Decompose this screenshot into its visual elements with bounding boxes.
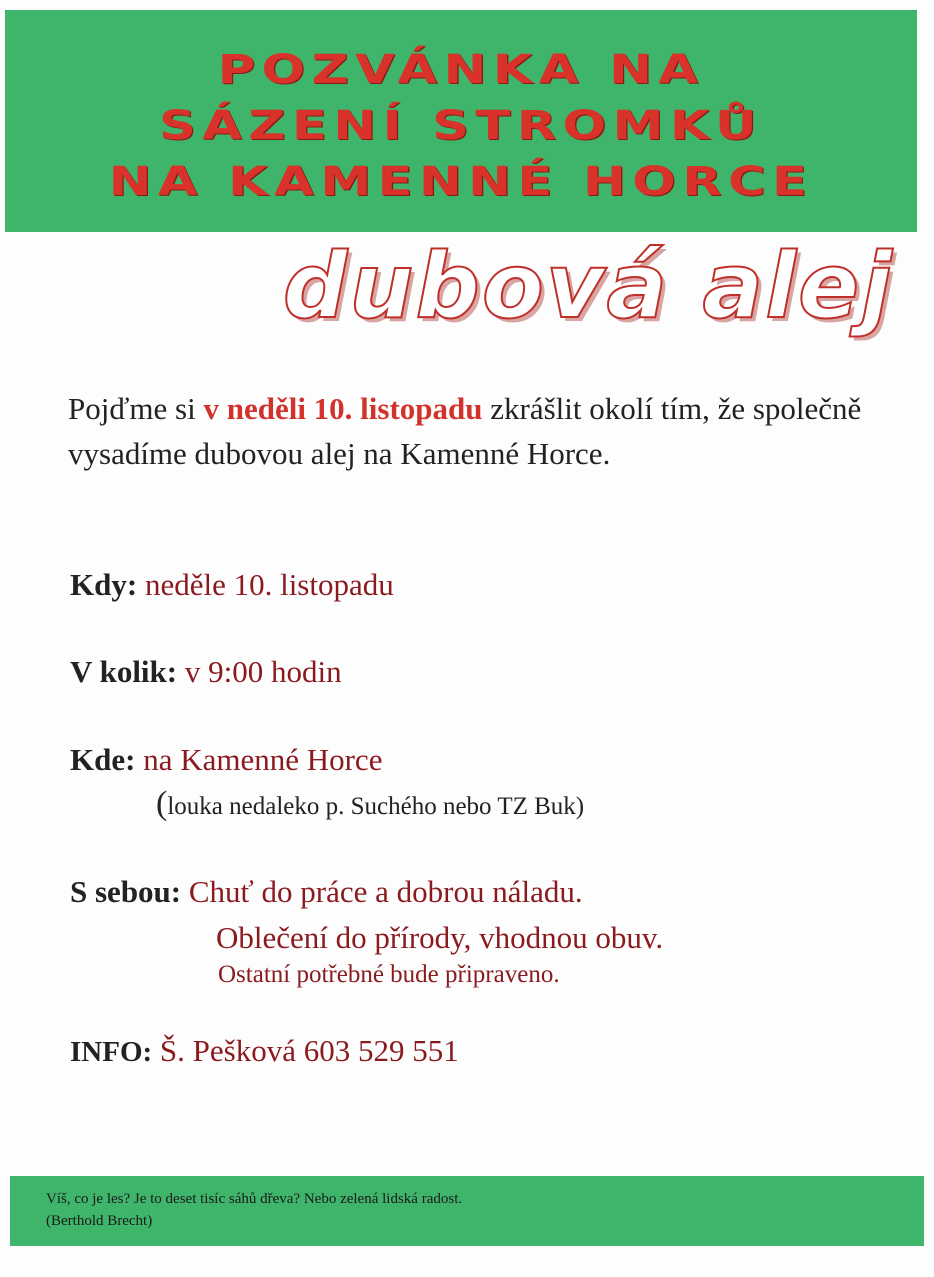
where-label: Kde: — [70, 742, 136, 777]
footer-author: (Berthold Brecht) — [46, 1213, 153, 1229]
where-note-text: louka nedaleko p. Suchého nebo TZ Buk) — [167, 793, 585, 820]
time-row — [70, 652, 342, 692]
bring-label: S sebou: — [70, 874, 182, 909]
subtitle: dubová alej — [283, 234, 894, 339]
when-label: Kdy: — [70, 567, 138, 602]
info-value: Š. Pešková 603 529 551 — [159, 1033, 459, 1068]
intro-text-start: Pojďme si — [68, 391, 204, 426]
bring-line-3: Ostatní potřebné bude připraveno. — [218, 961, 560, 988]
intro-paragraph — [68, 386, 868, 476]
info-row — [70, 1031, 459, 1072]
when-value: neděle 10. listopadu — [144, 567, 394, 602]
where-note — [156, 785, 584, 826]
footer-quote: Víš, co je les? Je to deset tisíc sáhů dřeva? Nebo zelená lidská radost. — [46, 1191, 463, 1207]
where-row — [70, 740, 382, 780]
header-title-line-3: NA KAMENNÉ HORCE — [108, 159, 814, 205]
header-title-line-1: POZVÁNKA NA — [217, 47, 705, 93]
footer-banner — [10, 1176, 924, 1246]
when-row — [70, 565, 394, 605]
footer-quote-block — [46, 1188, 462, 1232]
time-value: v 9:00 hodin — [184, 654, 342, 689]
intro-date-highlight: v neděli 10. listopadu — [203, 391, 483, 426]
header-banner — [5, 10, 917, 232]
time-label: V kolik: — [70, 654, 178, 689]
open-paren: ( — [156, 785, 168, 822]
intro-text-end: zkrášlit okolí tím, že společně vysadíme dubovou alej na Kamenné Horce. — [68, 391, 862, 471]
info-label: INFO: — [70, 1036, 153, 1068]
bring-row — [70, 872, 583, 912]
where-value: na Kamenné Horce — [143, 742, 383, 777]
header-title-line-2: SÁZENÍ STROMKŮ — [159, 103, 763, 149]
bring-line-1: Chuť do práce a dobrou náladu. — [188, 874, 583, 909]
bring-line-2: Oblečení do přírody, vhodnou obuv. — [216, 920, 664, 955]
